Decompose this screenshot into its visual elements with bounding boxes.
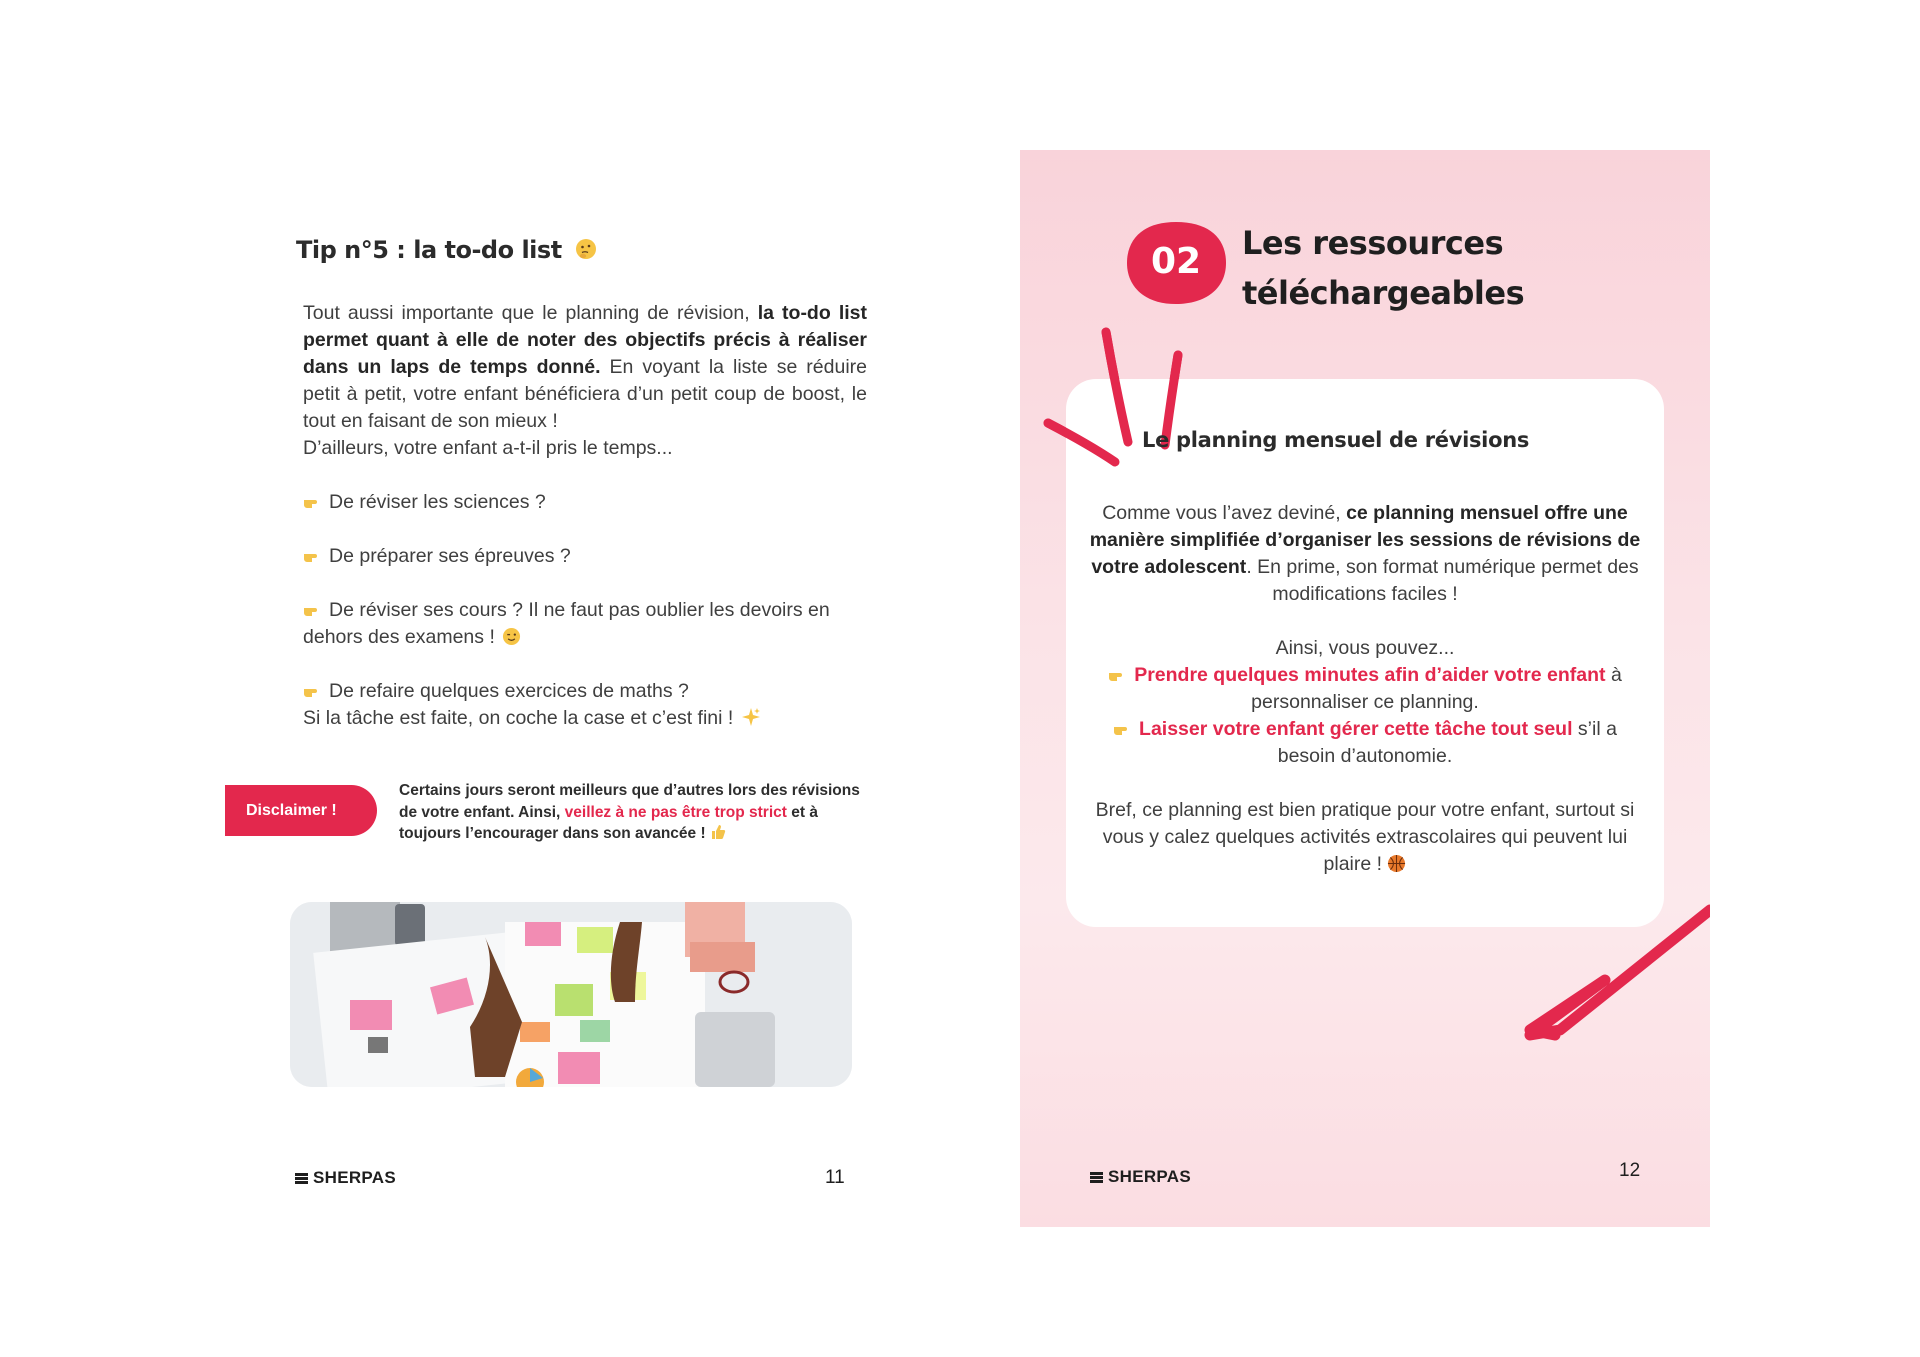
thinking-face-icon [574, 237, 598, 261]
brand-name: SHERPAS [1108, 1167, 1192, 1186]
photo-illustration [290, 902, 852, 1087]
card-paragraph-2: Ainsi, vous pouvez... [1275, 637, 1455, 659]
intro-part-1: Tout aussi importante que le planning de révision, [303, 302, 758, 324]
intro-bold: la to-do list permet quant à elle de noter des objectifs précis à réaliser dans un laps de temps donné. [303, 302, 867, 378]
list-item [303, 678, 867, 732]
intro-part-2: En voyant la liste se réduire petit à petit, votre enfant bénéficiera d’un petit coup de boost, le tout en faisant de son mieux ! [303, 356, 867, 432]
card-item2-rest: s’il a besoin d’autonomie. [1277, 718, 1617, 767]
section-number: 02 [1150, 241, 1202, 282]
list-item [303, 597, 867, 651]
card-paragraph-3 [1086, 797, 1644, 878]
card-p3-text: Bref, ce planning est bien pratique pour votre enfant, surtout si vous y calez quelques activités extrascolaires qui peuvent lui plaire ! [1095, 799, 1635, 875]
card-title: Le planning mensuel de révisions [1142, 428, 1530, 452]
section-title [1242, 218, 1562, 318]
disclaimer-highlight: veillez à ne pas être trop strict [564, 803, 787, 821]
section-title-line2: téléchargeables [1242, 274, 1525, 312]
disclaimer-badge [225, 785, 377, 836]
thumbs-up-icon [710, 824, 726, 840]
disclaimer-text [399, 780, 869, 845]
page-number: 12 [1619, 1160, 1641, 1181]
disclaimer-text-part-1: Certains jours seront meilleurs que d’autres lors des révisions de votre enfant. Ainsi, [399, 782, 860, 821]
list-item-text-line2: Si la tâche est faite, on coche la case et c’est fini ! [303, 707, 734, 729]
card-paragraph-1 [1086, 500, 1644, 608]
sparkles-icon [741, 707, 761, 727]
list-item [303, 543, 867, 570]
sherpas-logo-icon [1090, 1172, 1103, 1183]
intro-part-3: D’ailleurs, votre enfant a-t-il pris le temps... [303, 437, 673, 459]
card-body [1086, 500, 1644, 878]
card-item1-highlight: Prendre quelques minutes afin d’aider votre enfant [1134, 664, 1606, 686]
card-p1-part-b: . En prime, son format numérique permet des modifications faciles ! [1246, 556, 1639, 605]
brand-logo [1090, 1167, 1191, 1187]
brand-name: SHERPAS [313, 1168, 397, 1187]
card-list-item [1086, 662, 1644, 716]
card-p1-part-a: Comme vous l’avez deviné, [1102, 502, 1347, 524]
brand-logo [295, 1168, 396, 1188]
disclaimer-label: Disclaimer ! [246, 802, 337, 819]
winking-face-icon [502, 627, 521, 646]
list-item [303, 489, 867, 516]
pointing-hand-icon [303, 684, 323, 698]
card-item2-highlight: Laisser votre enfant gérer cette tâche tout seul [1139, 718, 1573, 740]
sherpas-logo-icon [295, 1173, 308, 1184]
list-item-text: De réviser les sciences ? [329, 491, 546, 513]
tip-title-text: Tip n°5 : la to-do list [296, 236, 562, 264]
section-title-line1: Les ressources [1242, 224, 1504, 262]
card-p1-bold: ce planning mensuel offre une manière simplifiée d’organiser les sessions de révisions de votre adolescent [1089, 502, 1641, 578]
right-page [1020, 150, 1710, 1227]
card-list-item [1086, 716, 1644, 770]
tip-title [296, 236, 598, 264]
photo-sticky-notes-desk [290, 902, 852, 1087]
disclaimer-text-part-2: et à toujours l’encourager dans son avancée ! [399, 803, 818, 842]
card-item1-rest: à personnaliser ce planning. [1251, 664, 1622, 713]
list-item-text: De refaire quelques exercices de maths ? [329, 680, 689, 702]
page-number: 11 [825, 1167, 845, 1188]
list-item-text: De préparer ses épreuves ? [329, 545, 571, 567]
basketball-icon [1387, 854, 1406, 873]
intro-paragraph [303, 300, 867, 462]
pointing-hand-icon [1108, 668, 1128, 682]
list-item-text: De réviser ses cours ? Il ne faut pas oublier les devoirs en dehors des examens ! [303, 599, 830, 648]
pointing-hand-icon [303, 603, 323, 617]
pointing-hand-icon [1113, 722, 1133, 736]
pointing-hand-icon [303, 549, 323, 563]
pointing-hand-icon [303, 495, 323, 509]
